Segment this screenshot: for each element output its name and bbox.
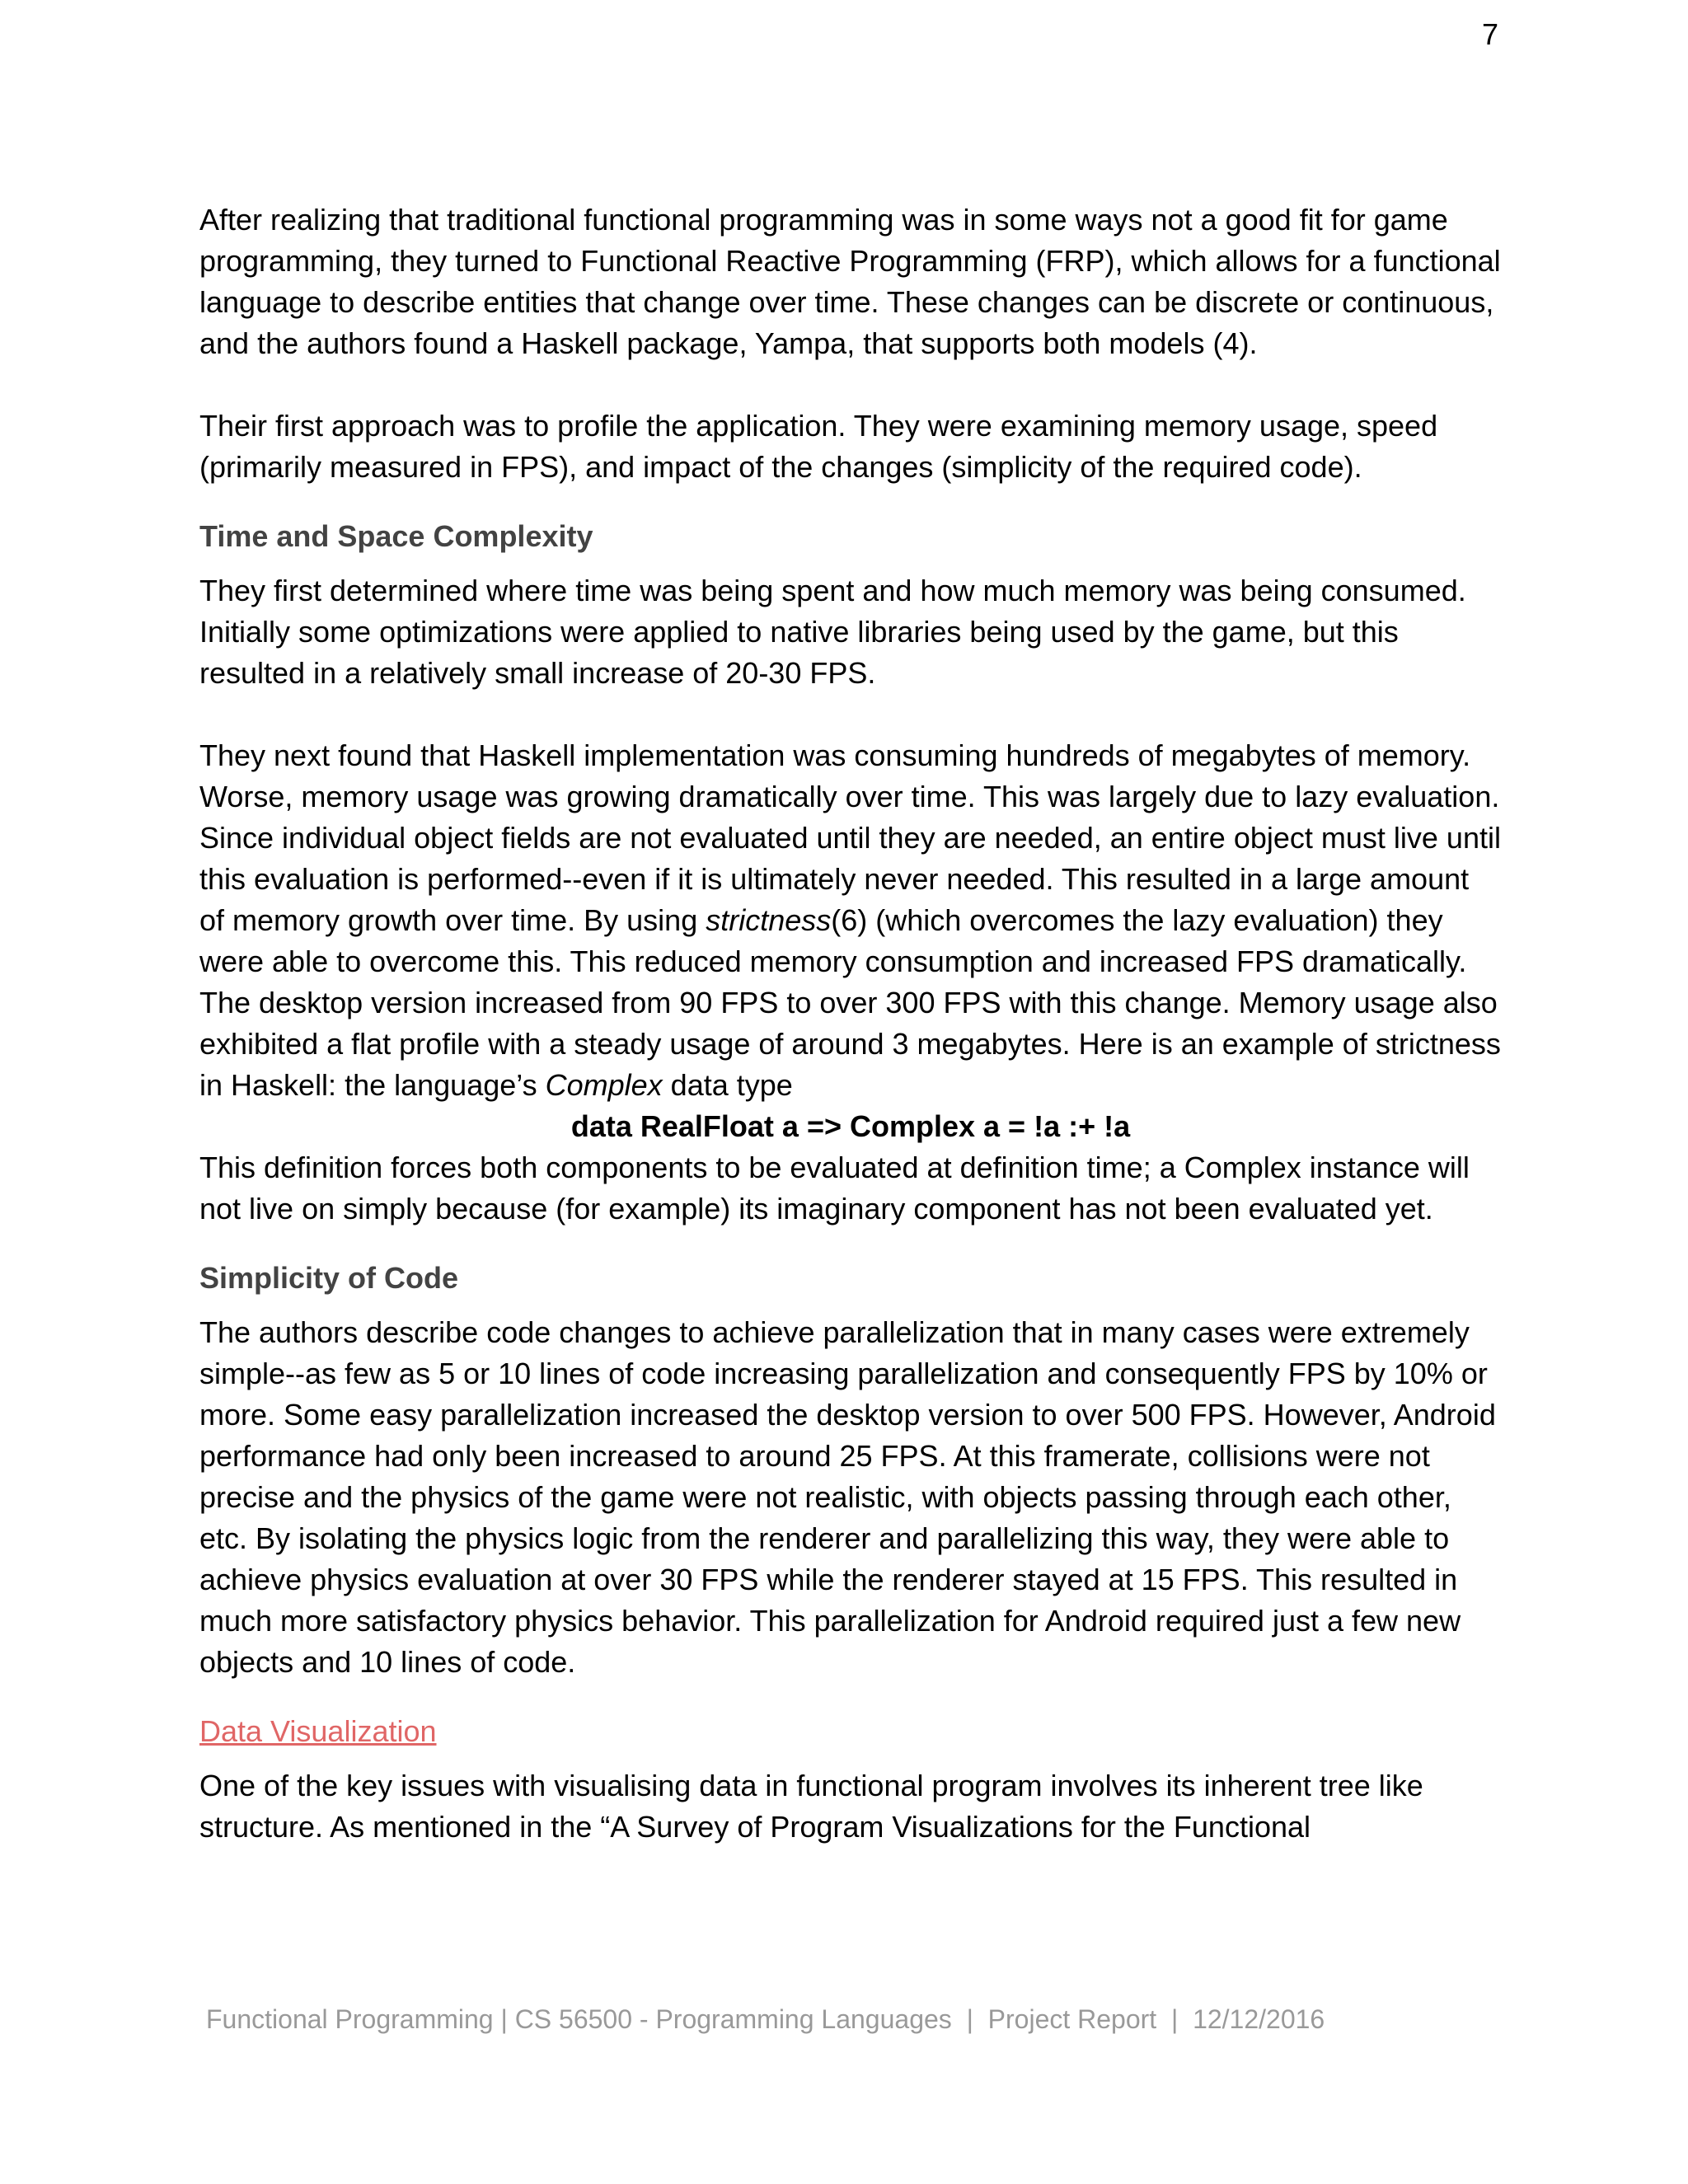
complex-term: Complex — [545, 1068, 663, 1102]
heading-time-space-complexity: Time and Space Complexity — [199, 519, 593, 553]
paragraph-parallelization: The authors describe code changes to achieve parallelization that in many cases were extremely simple--as few as 5 or 10 lines of code increasing parallelization and consequently FPS by 10% or more. Some easy parallelization increased the desktop version to over 500 FPS. However, Android performance had only been increased to around 25 FPS. At this framerate, collisions were not precise and the physics of the game were not realistic, with objects passing through each other, etc. By isolating the physics logic from the renderer and parallelizing this way, they were able to achieve physics evaluation at over 30 FPS while the renderer stayed at 15 FPS. This resulted in much more satisfactory physics behavior. This parallelization for Android required just a few new objects and 10 lines of code. — [199, 1315, 1496, 1679]
heading-data-visualization-link[interactable]: Data Visualization — [199, 1714, 437, 1748]
paragraph-memory — [199, 735, 1502, 1106]
paragraph-frp-intro: After realizing that traditional functional programming was in some ways not a good fit for game programming, they turned to Functional Reactive Programming (FRP), which allows for a functional language to describe entities that change over time. These changes can be discrete or continuous, and the authors found a Haskell package, Yampa, that supports both models (4). — [199, 203, 1501, 360]
paragraph-definition-forces: This definition forces both components to be evaluated at definition time; a Complex instance will not live on simply because (for example) its imaginary component has not been evaluated yet. — [199, 1151, 1470, 1226]
haskell-code-example: data RealFloat a => Complex a = !a :+ !a — [570, 1109, 1131, 1143]
strictness-term: strictness — [706, 903, 832, 937]
page-number: 7 — [1481, 17, 1498, 51]
paragraph-first-approach: Their first approach was to profile the application. They were examining memory usage, speed (primarily measured in FPS), and impact of the changes (simplicity of the required code). — [199, 409, 1438, 484]
document-body — [199, 199, 1502, 1848]
paragraph-memory-part-b: (6) (which overcomes the lazy evaluation) they were able to overcome this. This reduced memory consumption and increased FPS dramatically. The desktop version increased from 90 FPS to over 300 FPS with this change. Memory usage also exhibited a flat profile with a steady usage of around 3 megabytes. Here is an example of strictness in Haskell: the language’s — [199, 903, 1501, 1102]
paragraph-time-spent: They first determined where time was being spent and how much memory was being consumed. Initially some optimizations were applied to native libraries being used by the game, but this resulted in a relatively small increase of 20-30 FPS. — [199, 574, 1466, 690]
heading-simplicity-of-code: Simplicity of Code — [199, 1261, 459, 1295]
paragraph-data-visualization: One of the key issues with visualising data in functional program involves its inherent tree like structure. As mentioned in the “A Survey of Program Visualizations for the Functional — [199, 1769, 1423, 1844]
page-footer: Functional Programming | CS 56500 - Programming Languages | Project Report | 12/12/2016 — [206, 2004, 1325, 2034]
paragraph-memory-part-a: They next found that Haskell implementation was consuming hundreds of megabytes of memory. Worse, memory usage was growing dramatically over time. This was largely due to lazy evaluation. Since individual object fields are not evaluated until they are needed, an entire object must live until this evaluation is performed--even if it is ultimately never needed. This resulted in a large amount of memory growth over time. By using — [199, 738, 1501, 937]
paragraph-memory-part-c: data type — [662, 1068, 793, 1102]
